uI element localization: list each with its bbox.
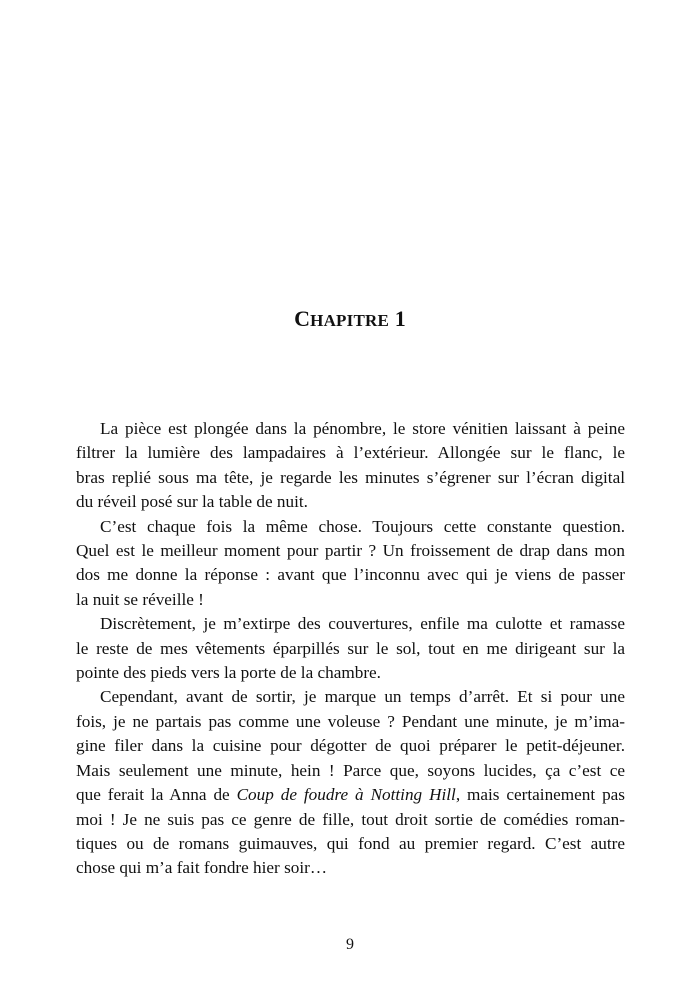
paragraph	[76, 417, 625, 515]
text-line: tiques ou de romans guimauves, qui fond au premier regard. C’est autre	[76, 833, 625, 853]
chapter-title	[0, 306, 700, 332]
paragraph	[76, 685, 625, 880]
text-line: filtrer la lumière des lampadaires à l’extérieur. Allongée sur le flanc, le	[76, 443, 625, 463]
text-line: dos me donne la réponse : avant que l’inconnu avec qui je viens de passer	[76, 565, 625, 585]
text-line: C’est chaque fois la même chose. Toujours cette constante question.	[100, 516, 625, 536]
chapter-title-rest: HAPITRE	[310, 311, 390, 330]
text-line: moi ! Je ne suis pas ce genre de fille, tout droit sortie de comédies roman-	[76, 809, 625, 829]
text-line: Quel est le meilleur moment pour partir ? Un froissement de drap dans mon	[76, 541, 625, 561]
text-line: Discrètement, je m’extirpe des couvertures, enfile ma culotte et ramasse	[100, 614, 625, 634]
chapter-title-initial: C	[294, 306, 311, 331]
text-line: fois, je ne partais pas comme une voleuse ? Pendant une minute, je m’ima-	[76, 711, 625, 731]
text-line-with-title	[76, 783, 625, 807]
text-line: Cependant, avant de sortir, je marque un temps d’arrêt. Et si pour une	[100, 687, 625, 707]
text-fragment: que ferait la Anna de	[76, 785, 237, 805]
text-line: le reste de mes vêtements éparpillés sur le sol, tout en me dirigeant sur la	[76, 638, 625, 658]
film-title: Coup de foudre à Notting Hill	[236, 785, 456, 805]
page-number: 9	[346, 936, 354, 953]
paragraph	[76, 612, 625, 685]
text-line: gine filer dans la cuisine pour dégotter de quoi préparer le petit-déjeuner.	[76, 736, 625, 756]
text-line: Mais seulement une minute, hein ! Parce que, soyons lucides, ça c’est ce	[76, 760, 625, 780]
text-line: La pièce est plongée dans la pénombre, le store vénitien laissant à peine	[100, 419, 625, 438]
text-line: chose qui m’a fait fondre hier soir…	[76, 858, 328, 878]
text-line: bras replié sous ma tête, je regarde les minutes s’égrener sur l’écran digital	[76, 467, 625, 487]
chapter-body	[76, 417, 625, 881]
text-line: la nuit se réveille !	[76, 589, 204, 609]
paragraph	[76, 515, 625, 613]
text-line: pointe des pieds vers la porte de la chambre.	[76, 663, 381, 683]
text-line: du réveil posé sur la table de nuit.	[76, 492, 308, 512]
text-fragment: , mais certainement pas	[455, 785, 625, 805]
chapter-number: 1	[394, 306, 406, 331]
